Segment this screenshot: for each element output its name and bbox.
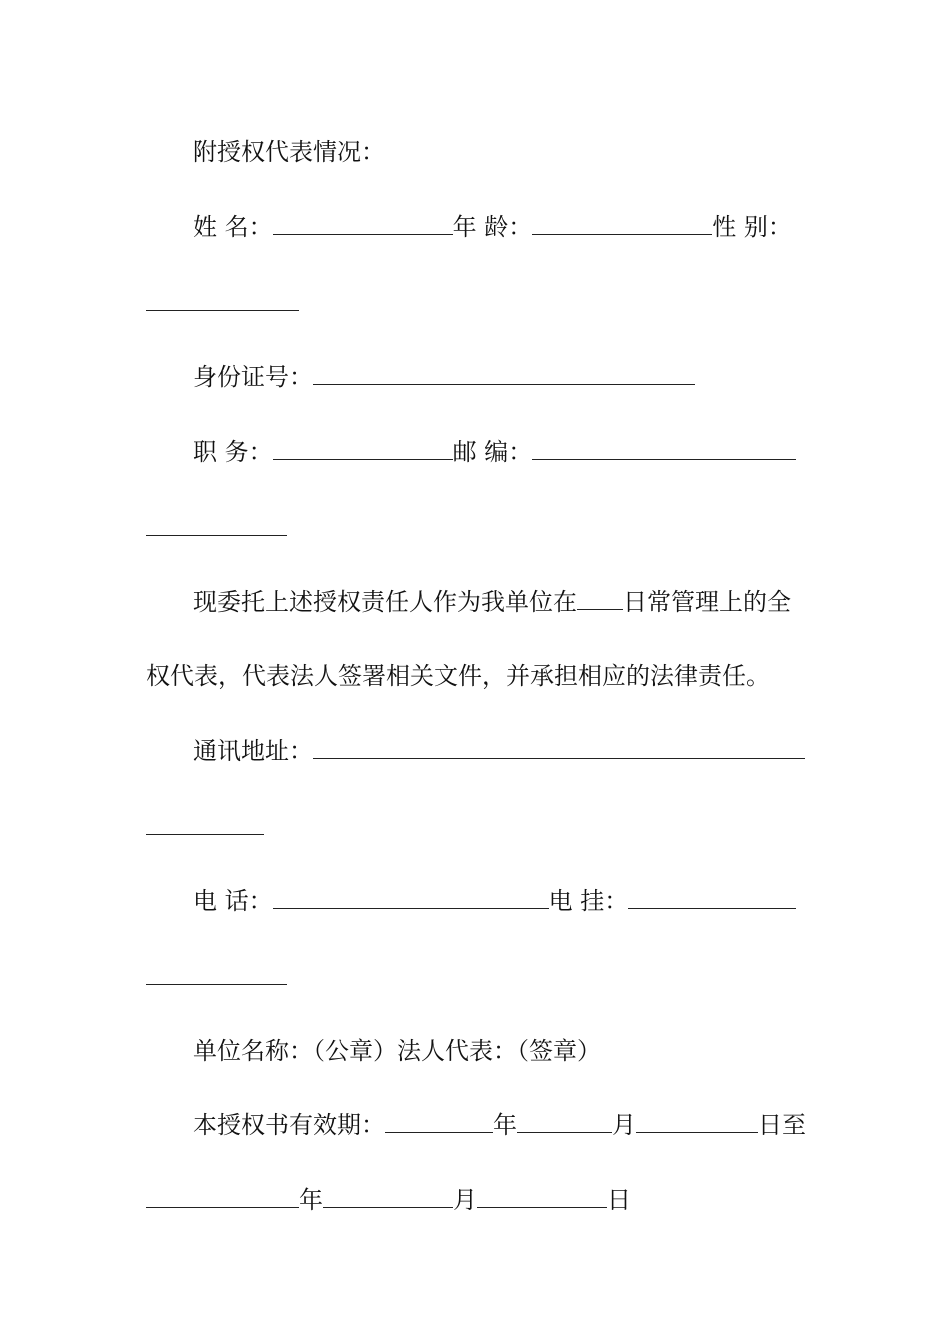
paragraph-text-a: 现委托上述授权责任人作为我单位在	[193, 588, 577, 616]
name-label: 姓 名：	[193, 213, 273, 241]
end-month-label: 月	[453, 1186, 477, 1214]
month-label: 月	[612, 1111, 636, 1139]
phone2-label: 电 挂：	[548, 887, 629, 915]
end-year-blank	[146, 1186, 299, 1208]
validity-row	[193, 1109, 806, 1141]
position-blank	[273, 438, 453, 460]
age-label: 年 龄：	[452, 213, 533, 241]
end-month-blank	[323, 1186, 453, 1208]
start-year-blank	[385, 1111, 493, 1133]
id-label: 身份证号：	[193, 363, 313, 391]
age-blank	[532, 213, 712, 235]
phone-row-continuation	[146, 961, 287, 993]
address-blank	[313, 737, 805, 759]
validity-label: 本授权书有效期：	[193, 1111, 385, 1139]
position-label: 职 务：	[193, 438, 273, 466]
address-row-continuation	[146, 811, 264, 843]
phone2-blank	[628, 887, 796, 909]
address-row	[193, 735, 805, 767]
address-label: 通讯地址：	[193, 737, 313, 765]
address-blank-continued	[146, 813, 264, 835]
paragraph-text-b: 日常管理上的全	[623, 588, 791, 616]
validity-row-continuation	[146, 1184, 631, 1216]
end-day-blank	[477, 1186, 607, 1208]
position-postcode-row	[193, 436, 796, 468]
heading	[193, 136, 385, 168]
business-blank	[577, 588, 623, 610]
gender-blank	[146, 289, 299, 311]
postcode-label: 邮 编：	[452, 438, 533, 466]
start-month-blank	[517, 1111, 612, 1133]
name-age-gender-row	[193, 211, 792, 243]
paragraph-line-2	[146, 660, 770, 692]
start-day-blank	[636, 1111, 758, 1133]
day-to-label: 日至	[758, 1111, 806, 1139]
gender-label: 性 别：	[712, 213, 792, 241]
paragraph-line-1	[193, 586, 791, 618]
unit-signature-row	[193, 1035, 601, 1067]
name-blank	[273, 213, 453, 235]
id-blank	[313, 363, 695, 385]
end-year-label: 年	[299, 1186, 323, 1214]
gender-row-continuation	[146, 287, 299, 319]
phone-label: 电 话：	[193, 887, 273, 915]
phone-blank	[273, 887, 549, 909]
id-row	[193, 361, 695, 393]
phone-row	[193, 885, 796, 917]
paragraph-text-c: 权代表，代表法人签署相关文件，并承担相应的法律责任。	[146, 662, 770, 690]
phone2-blank-continued	[146, 963, 287, 985]
heading-text: 附授权代表情况：	[193, 138, 385, 166]
postcode-blank	[532, 438, 796, 460]
postcode-row-continuation	[146, 512, 287, 544]
postcode-blank-continued	[146, 514, 287, 536]
year-label: 年	[493, 1111, 517, 1139]
unit-signature-text: 单位名称：（公章）法人代表：（签章）	[193, 1037, 601, 1065]
end-day-label: 日	[607, 1186, 631, 1214]
